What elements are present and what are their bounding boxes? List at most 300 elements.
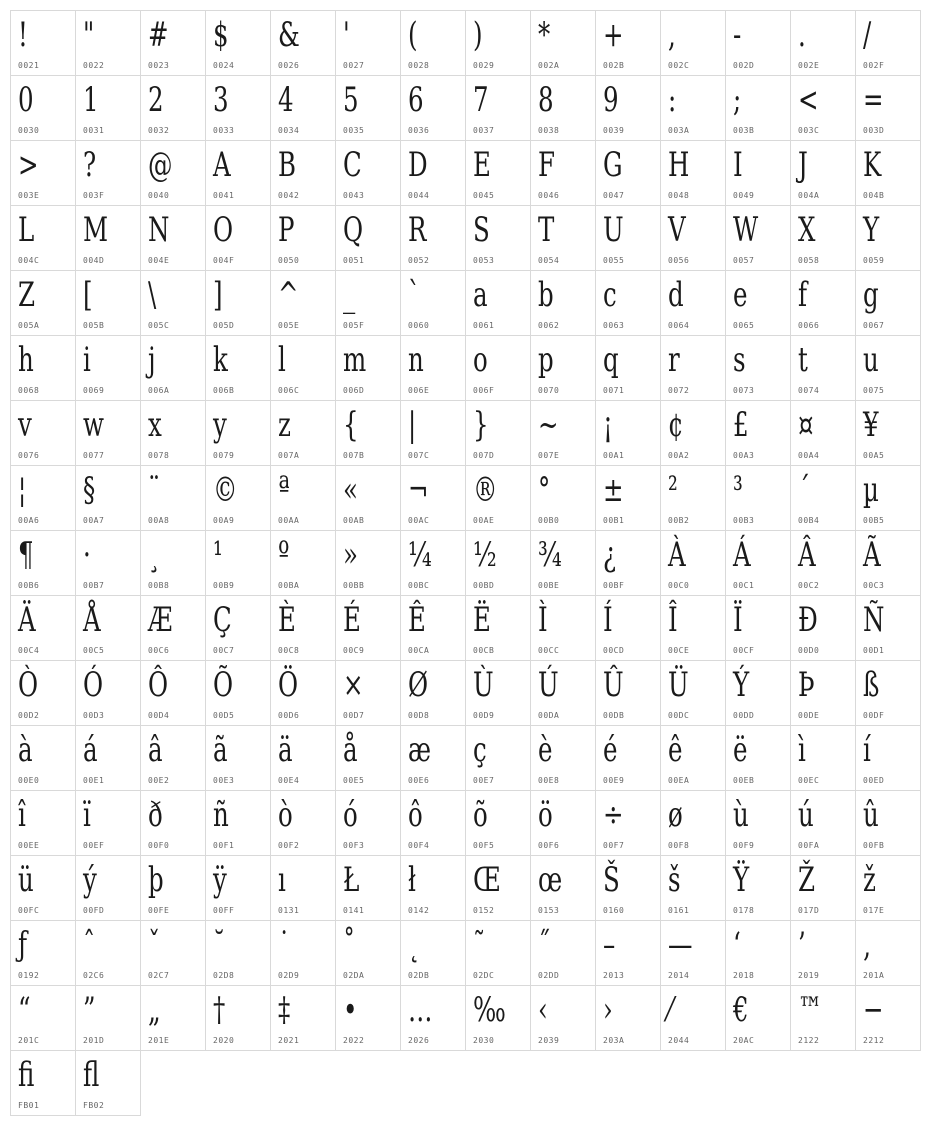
glyph-codepoint: 00F0 — [148, 841, 170, 850]
glyph-cell — [726, 856, 791, 921]
glyph-character: ¤ — [798, 405, 814, 445]
glyph-character: z — [278, 405, 291, 445]
glyph-character: Ó — [83, 665, 104, 705]
glyph-character: d — [668, 275, 684, 315]
glyph-cell — [596, 76, 661, 141]
glyph-character: ] — [213, 275, 223, 315]
glyph-character: î — [18, 795, 26, 835]
glyph-character: ^ — [278, 275, 299, 315]
glyph-codepoint: 00EB — [733, 776, 755, 785]
glyph-codepoint: 0054 — [538, 256, 560, 265]
glyph-cell — [271, 141, 336, 206]
glyph-cell — [206, 661, 271, 726]
glyph-cell — [596, 856, 661, 921]
glyph-cell — [11, 336, 76, 401]
glyph-character: 9 — [603, 80, 619, 120]
glyph-codepoint: 002D — [733, 61, 755, 70]
glyph-cell — [661, 11, 726, 76]
glyph-codepoint: 00FF — [213, 906, 235, 915]
glyph-character: f — [798, 275, 808, 315]
glyph-codepoint: 0038 — [538, 126, 560, 135]
glyph-character: ¨ — [148, 470, 161, 510]
glyph-character: E — [473, 145, 491, 185]
glyph-codepoint: 0041 — [213, 191, 235, 200]
glyph-cell — [11, 661, 76, 726]
glyph-character: Æ — [148, 600, 173, 640]
glyph-character: ç — [473, 730, 487, 770]
glyph-cell — [466, 856, 531, 921]
glyph-character: ) — [473, 15, 483, 55]
glyph-cell — [11, 206, 76, 271]
glyph-character: B — [278, 145, 296, 185]
glyph-cell — [791, 856, 856, 921]
glyph-codepoint: 00AE — [473, 516, 495, 525]
glyph-character: ™ — [798, 990, 823, 1030]
glyph-codepoint: 005D — [213, 321, 235, 330]
glyph-codepoint: 0024 — [213, 61, 235, 70]
glyph-character: N — [148, 210, 170, 250]
glyph-character: ô — [408, 795, 423, 835]
glyph-cell — [596, 141, 661, 206]
glyph-codepoint: 0077 — [83, 451, 105, 460]
glyph-codepoint: 00B9 — [213, 581, 235, 590]
glyph-codepoint: 00D3 — [83, 711, 105, 720]
glyph-codepoint: 00C4 — [18, 646, 40, 655]
glyph-character: ¸ — [148, 535, 161, 575]
glyph-cell — [206, 401, 271, 466]
glyph-grid — [10, 10, 921, 1116]
glyph-character: ÿ — [213, 860, 227, 900]
glyph-character: ƒ — [18, 925, 28, 965]
glyph-codepoint: 006B — [213, 386, 235, 395]
glyph-cell — [466, 141, 531, 206]
glyph-character: , — [668, 15, 676, 55]
glyph-codepoint: 00C9 — [343, 646, 365, 655]
glyph-cell — [401, 726, 466, 791]
glyph-character: Ö — [278, 665, 299, 705]
glyph-codepoint: 0161 — [668, 906, 690, 915]
glyph-character: Ú — [538, 665, 559, 705]
glyph-codepoint: 00C5 — [83, 646, 105, 655]
glyph-character: # — [148, 15, 169, 55]
glyph-character: ¿ — [603, 535, 617, 575]
glyph-codepoint: 00F5 — [473, 841, 495, 850]
glyph-character: ü — [18, 860, 34, 900]
glyph-codepoint: 00AA — [278, 516, 300, 525]
glyph-codepoint: 003E — [18, 191, 40, 200]
glyph-cell — [596, 11, 661, 76]
glyph-character: @ — [148, 145, 173, 185]
glyph-character: ê — [668, 730, 683, 770]
glyph-cell — [401, 986, 466, 1051]
glyph-codepoint: 0075 — [863, 386, 885, 395]
glyph-codepoint: 00A6 — [18, 516, 40, 525]
glyph-cell — [791, 921, 856, 986]
glyph-codepoint: 0044 — [408, 191, 430, 200]
glyph-cell — [206, 76, 271, 141]
glyph-cell — [531, 466, 596, 531]
glyph-codepoint: 00E8 — [538, 776, 560, 785]
glyph-cell — [596, 531, 661, 596]
glyph-character: Á — [733, 535, 751, 575]
glyph-character: Ò — [18, 665, 39, 705]
glyph-codepoint: 00CD — [603, 646, 625, 655]
glyph-codepoint: 005C — [148, 321, 170, 330]
glyph-codepoint: 0050 — [278, 256, 300, 265]
glyph-codepoint: 0042 — [278, 191, 300, 200]
glyph-cell — [206, 856, 271, 921]
glyph-codepoint: 00FC — [18, 906, 40, 915]
glyph-character: ¡ — [603, 405, 613, 445]
glyph-codepoint: 00CC — [538, 646, 560, 655]
glyph-cell — [336, 466, 401, 531]
glyph-cell — [466, 596, 531, 661]
glyph-cell — [856, 791, 921, 856]
glyph-cell — [11, 401, 76, 466]
glyph-character: ¾ — [538, 535, 562, 575]
glyph-cell — [271, 206, 336, 271]
glyph-codepoint: 0026 — [278, 61, 300, 70]
glyph-codepoint: 002B — [603, 61, 625, 70]
glyph-codepoint: 20AC — [733, 1036, 755, 1045]
glyph-character: õ — [473, 795, 488, 835]
glyph-codepoint: 201C — [18, 1036, 40, 1045]
glyph-character: ? — [83, 145, 97, 185]
glyph-cell — [661, 986, 726, 1051]
glyph-codepoint: 003C — [798, 126, 820, 135]
glyph-codepoint: 00CF — [733, 646, 755, 655]
glyph-codepoint: 00E9 — [603, 776, 625, 785]
glyph-cell — [661, 531, 726, 596]
glyph-character: ı — [278, 860, 286, 900]
glyph-character: Þ — [798, 665, 815, 705]
glyph-character: V — [668, 210, 686, 250]
glyph-codepoint: 00AC — [408, 516, 430, 525]
glyph-codepoint: 004A — [798, 191, 820, 200]
glyph-codepoint: 00B1 — [603, 516, 625, 525]
glyph-codepoint: 003F — [83, 191, 105, 200]
glyph-codepoint: 005F — [343, 321, 365, 330]
glyph-character: < — [798, 80, 819, 120]
glyph-cell — [206, 726, 271, 791]
glyph-cell — [336, 76, 401, 141]
glyph-character: F — [538, 145, 555, 185]
glyph-cell — [336, 531, 401, 596]
glyph-codepoint: 0055 — [603, 256, 625, 265]
glyph-character: j — [148, 340, 156, 380]
glyph-cell — [856, 206, 921, 271]
glyph-cell — [726, 726, 791, 791]
glyph-character: Ê — [408, 600, 426, 640]
glyph-codepoint: 00F9 — [733, 841, 755, 850]
glyph-cell — [596, 401, 661, 466]
glyph-character: ý — [83, 860, 97, 900]
glyph-character: ú — [798, 795, 814, 835]
glyph-codepoint: 0023 — [148, 61, 170, 70]
glyph-cell — [76, 661, 141, 726]
glyph-cell — [76, 726, 141, 791]
glyph-character: § — [83, 470, 96, 510]
glyph-character: L — [18, 210, 35, 250]
glyph-character: ˆ — [83, 925, 96, 965]
glyph-cell — [76, 11, 141, 76]
glyph-codepoint: 00CA — [408, 646, 430, 655]
glyph-character: × — [343, 665, 364, 705]
glyph-character: ± — [603, 470, 624, 510]
glyph-character: Š — [603, 860, 620, 900]
glyph-cell — [661, 76, 726, 141]
glyph-codepoint: 2022 — [343, 1036, 365, 1045]
glyph-character: ¦ — [18, 470, 27, 510]
glyph-character: Û — [603, 665, 624, 705]
glyph-cell — [856, 596, 921, 661]
glyph-character: = — [863, 80, 884, 120]
glyph-codepoint: 0062 — [538, 321, 560, 330]
glyph-codepoint: 0039 — [603, 126, 625, 135]
glyph-character: x — [148, 405, 162, 445]
glyph-codepoint: 0060 — [408, 321, 430, 330]
glyph-character: Q — [343, 210, 364, 250]
glyph-cell — [531, 76, 596, 141]
glyph-codepoint: 0057 — [733, 256, 755, 265]
glyph-cell — [206, 336, 271, 401]
glyph-character: n — [408, 340, 424, 380]
glyph-codepoint: 00EC — [798, 776, 820, 785]
glyph-character: ® — [473, 470, 498, 510]
glyph-character: g — [863, 275, 879, 315]
glyph-codepoint: 00B8 — [148, 581, 170, 590]
glyph-codepoint: 00BA — [278, 581, 300, 590]
glyph-cell — [726, 76, 791, 141]
glyph-cell — [11, 596, 76, 661]
glyph-character: k — [213, 340, 228, 380]
glyph-character: S — [473, 210, 490, 250]
glyph-character: » — [343, 535, 358, 575]
glyph-cell — [791, 11, 856, 76]
glyph-cell — [856, 466, 921, 531]
glyph-codepoint: 0160 — [603, 906, 625, 915]
glyph-cell — [466, 661, 531, 726]
glyph-cell — [76, 596, 141, 661]
glyph-codepoint: 0059 — [863, 256, 885, 265]
glyph-cell — [11, 531, 76, 596]
glyph-character: \ — [148, 275, 157, 315]
glyph-character: † — [213, 990, 226, 1030]
glyph-cell — [76, 1051, 141, 1116]
glyph-character: e — [733, 275, 748, 315]
glyph-codepoint: 00DA — [538, 711, 560, 720]
glyph-codepoint: 00C3 — [863, 581, 885, 590]
glyph-character: á — [83, 730, 98, 770]
glyph-character: ~ — [538, 405, 559, 445]
glyph-cell — [531, 531, 596, 596]
glyph-character: É — [343, 600, 361, 640]
glyph-codepoint: 00E1 — [83, 776, 105, 785]
glyph-character: Ù — [473, 665, 494, 705]
glyph-codepoint: 0071 — [603, 386, 625, 395]
glyph-cell — [856, 856, 921, 921]
glyph-character: „ — [148, 990, 161, 1030]
glyph-codepoint: 00DB — [603, 711, 625, 720]
glyph-cell — [726, 531, 791, 596]
glyph-character: G — [603, 145, 623, 185]
glyph-cell — [401, 661, 466, 726]
glyph-cell — [76, 271, 141, 336]
glyph-cell — [141, 986, 206, 1051]
glyph-cell — [596, 336, 661, 401]
glyph-character: é — [603, 730, 618, 770]
glyph-codepoint: 2026 — [408, 1036, 430, 1045]
glyph-character: æ — [408, 730, 432, 770]
glyph-codepoint: 0052 — [408, 256, 430, 265]
glyph-character: ¬ — [408, 470, 429, 510]
glyph-character: 3 — [213, 80, 229, 120]
glyph-character: 7 — [473, 80, 489, 120]
glyph-cell — [726, 791, 791, 856]
glyph-cell — [76, 921, 141, 986]
glyph-codepoint: 00C2 — [798, 581, 820, 590]
glyph-codepoint: 00C6 — [148, 646, 170, 655]
glyph-cell — [11, 856, 76, 921]
glyph-cell — [466, 336, 531, 401]
glyph-character: ¥ — [863, 405, 879, 445]
glyph-codepoint: 0078 — [148, 451, 170, 460]
glyph-cell — [401, 596, 466, 661]
glyph-codepoint: 00F1 — [213, 841, 235, 850]
glyph-codepoint: 0036 — [408, 126, 430, 135]
glyph-character: 8 — [538, 80, 554, 120]
glyph-cell — [401, 791, 466, 856]
glyph-character: ½ — [473, 535, 497, 575]
glyph-codepoint: 0027 — [343, 61, 365, 70]
glyph-codepoint: 2020 — [213, 1036, 235, 1045]
glyph-codepoint: 00A1 — [603, 451, 625, 460]
glyph-character: ˛ — [408, 925, 421, 965]
glyph-cell — [596, 271, 661, 336]
glyph-character: 5 — [343, 80, 359, 120]
glyph-cell — [531, 336, 596, 401]
glyph-character: ﬂ — [83, 1055, 100, 1095]
glyph-character: > — [18, 145, 39, 185]
glyph-cell — [726, 661, 791, 726]
glyph-character: s — [733, 340, 746, 380]
glyph-cell — [11, 76, 76, 141]
glyph-codepoint: 00D7 — [343, 711, 365, 720]
glyph-character: p — [538, 340, 554, 380]
glyph-codepoint: 00E4 — [278, 776, 300, 785]
glyph-cell — [206, 466, 271, 531]
glyph-cell — [271, 271, 336, 336]
glyph-cell — [336, 661, 401, 726]
glyph-cell — [726, 986, 791, 1051]
glyph-cell — [141, 11, 206, 76]
glyph-codepoint: 007E — [538, 451, 560, 460]
glyph-cell — [271, 986, 336, 1051]
glyph-codepoint: 0033 — [213, 126, 235, 135]
glyph-codepoint: 00BB — [343, 581, 365, 590]
glyph-cell — [336, 401, 401, 466]
glyph-codepoint: 00F6 — [538, 841, 560, 850]
glyph-codepoint: 2019 — [798, 971, 820, 980]
glyph-cell — [11, 986, 76, 1051]
glyph-codepoint: 00E2 — [148, 776, 170, 785]
glyph-cell — [791, 401, 856, 466]
glyph-codepoint: 0046 — [538, 191, 560, 200]
glyph-cell — [11, 11, 76, 76]
glyph-character: ” — [83, 990, 96, 1030]
glyph-character: } — [473, 405, 489, 445]
glyph-cell — [856, 726, 921, 791]
glyph-cell — [596, 921, 661, 986]
glyph-cell — [271, 856, 336, 921]
glyph-character: ! — [18, 15, 28, 55]
glyph-character: û — [863, 795, 879, 835]
glyph-character: ² — [668, 470, 678, 510]
glyph-codepoint: 00D8 — [408, 711, 430, 720]
glyph-cell — [336, 856, 401, 921]
glyph-codepoint: 00B7 — [83, 581, 105, 590]
glyph-character: Ô — [148, 665, 169, 705]
glyph-cell — [596, 661, 661, 726]
glyph-cell — [271, 661, 336, 726]
glyph-cell — [206, 11, 271, 76]
glyph-character: ÷ — [603, 795, 624, 835]
glyph-cell — [336, 596, 401, 661]
glyph-codepoint: 00B0 — [538, 516, 560, 525]
glyph-cell — [401, 531, 466, 596]
glyph-cell — [206, 141, 271, 206]
glyph-cell — [206, 271, 271, 336]
glyph-codepoint: 0066 — [798, 321, 820, 330]
glyph-character: ë — [733, 730, 748, 770]
glyph-codepoint: 0034 — [278, 126, 300, 135]
glyph-codepoint: 0030 — [18, 126, 40, 135]
glyph-cell — [466, 271, 531, 336]
glyph-codepoint: 00BF — [603, 581, 625, 590]
glyph-character: P — [278, 210, 295, 250]
glyph-codepoint: 0040 — [148, 191, 170, 200]
glyph-cell — [596, 466, 661, 531]
glyph-codepoint: 00C8 — [278, 646, 300, 655]
glyph-codepoint: 00CB — [473, 646, 495, 655]
glyph-codepoint: 0153 — [538, 906, 560, 915]
glyph-codepoint: 0070 — [538, 386, 560, 395]
glyph-codepoint: 0051 — [343, 256, 365, 265]
glyph-cell — [11, 1051, 76, 1116]
glyph-character: Ž — [798, 860, 816, 900]
glyph-codepoint: 00ED — [863, 776, 885, 785]
glyph-character: Ÿ — [733, 860, 750, 900]
glyph-cell — [661, 141, 726, 206]
glyph-character: ‚ — [863, 925, 871, 965]
glyph-codepoint: 0043 — [343, 191, 365, 200]
glyph-codepoint: 0068 — [18, 386, 40, 395]
glyph-cell — [856, 271, 921, 336]
glyph-character: Ã — [863, 535, 881, 575]
glyph-codepoint: 003D — [863, 126, 885, 135]
glyph-codepoint: 0131 — [278, 906, 300, 915]
glyph-codepoint: 0079 — [213, 451, 235, 460]
glyph-cell — [206, 531, 271, 596]
glyph-codepoint: 0048 — [668, 191, 690, 200]
glyph-codepoint: 2021 — [278, 1036, 300, 1045]
glyph-codepoint: 00FB — [863, 841, 885, 850]
glyph-cell — [856, 986, 921, 1051]
glyph-cell — [141, 76, 206, 141]
glyph-cell — [531, 141, 596, 206]
glyph-character: _ — [343, 275, 356, 315]
glyph-cell — [336, 336, 401, 401]
